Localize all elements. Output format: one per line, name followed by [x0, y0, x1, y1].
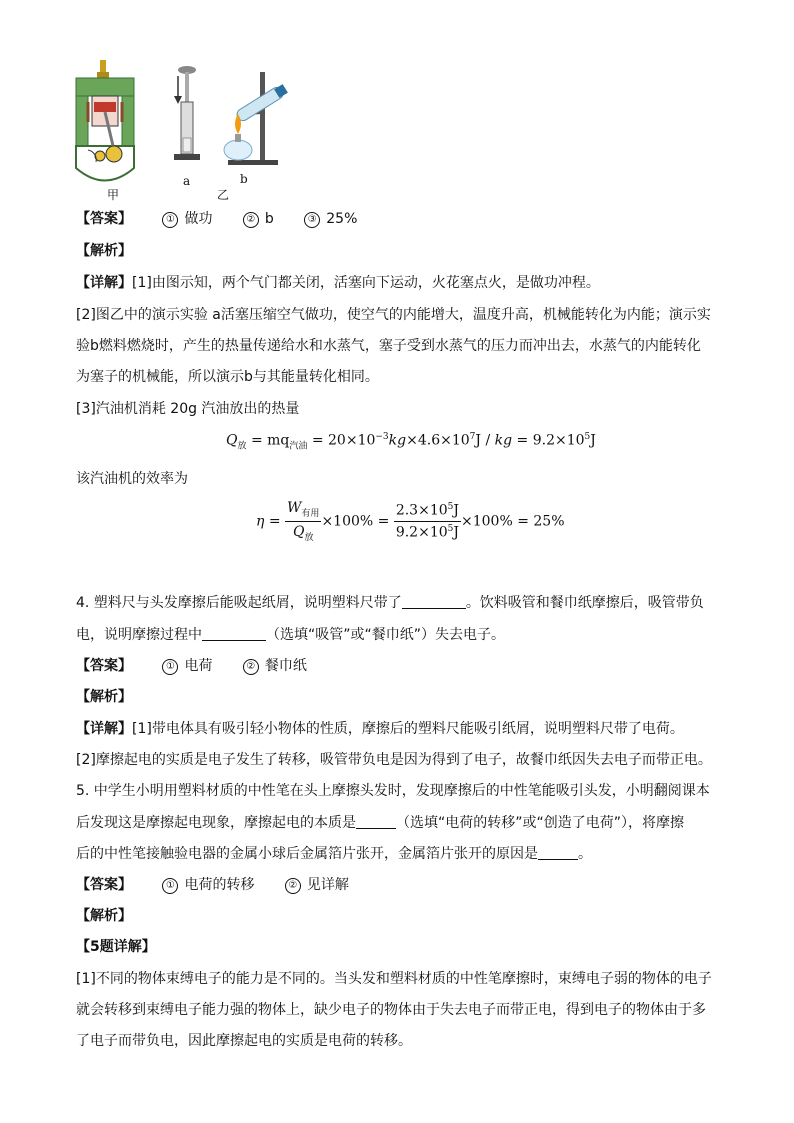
- q4-analysis-tag: 【解析】: [76, 689, 132, 705]
- q5-answer-2: 见详解: [306, 877, 349, 893]
- answer-tag: 【答案】: [76, 658, 132, 674]
- marker-1: ①: [162, 212, 178, 228]
- q4-question-line-2: 电，说明摩擦过程中 （选填“吸管”或“餐巾纸”）失去电子。: [76, 627, 506, 643]
- q3-detail-1: [76, 274, 600, 292]
- air-compression-apparatus: [174, 66, 200, 160]
- q5-question-line-3: 后的中性笔接触验电器的金属小球后金属箔片张开，金属箔片张开的原因是 。: [76, 846, 592, 862]
- q3-answer-2: b: [264, 211, 274, 227]
- q5-detail-3: 了电子而带负电，因此摩擦起电的实质是电荷的转移。: [76, 1033, 412, 1049]
- marker-2: ②: [285, 878, 301, 894]
- figure-label-jia: 甲: [107, 188, 120, 202]
- q4-detail-2: [2]摩擦起电的实质是电子发生了转移，吸管带负电是因为得到了电子，故餐巾纸因失去电子而带正电。: [76, 752, 712, 768]
- engine-diagram: [76, 60, 134, 181]
- q3-detail-3: [3]汽油机消耗 20g 汽油放出的热量: [76, 401, 300, 417]
- detail-text: [1]带电体具有吸引轻小物体的性质，摩擦后的塑料尺能吸引纸屑，说明塑料尺带了电荷。: [132, 721, 684, 737]
- detail-tag: 【详解】: [76, 275, 132, 291]
- q5-question-line-2: 后发现这是摩擦起电现象，摩擦起电的本质是 （选填“电荷的转移”或“创造了电荷”），将摩擦: [76, 815, 685, 831]
- q5-answer-row: [76, 876, 349, 894]
- q3-detail-2a: [2]图乙中的演示实验 a活塞压缩空气做功，使空气的内能增大，温度升高，机械能转化为内能；演示实: [76, 307, 711, 323]
- efficiency-equation: η = $\frac{W_{有用}}{Q_放}$ ×100% = $\frac{2.3\times 10^5J}{9.2\times 10^5J}$ ×100% = 25%: [256, 500, 565, 543]
- q3-answer-1: 做功: [184, 211, 213, 227]
- answer-tag: 【答案】: [76, 211, 132, 227]
- q4-detail-1: [76, 720, 684, 738]
- q5-answer-1: 电荷的转移: [184, 877, 255, 893]
- heat-equation: $Q_放 = mq_{汽油} = 20\times 10^{-3}kg\times 4.6\times 10^7J$ / kg = $9.2\times 10^5J$: [226, 432, 596, 452]
- q5-detail-2: 就会转移到束缚电子能力强的物体上，缺少电子的物体由于失去电子而带正电，得到电子的物体由于多: [76, 1002, 706, 1018]
- q4-answer-2: 餐巾纸: [264, 658, 307, 674]
- q4-question-line-1: 4. 塑料尺与头发摩擦后能吸起纸屑，说明塑料尺带了 。饮料吸管和餐巾纸摩擦后，吸管带负: [76, 595, 704, 611]
- q3-answer-row: [76, 210, 357, 228]
- figure-label-yi: 乙: [217, 188, 230, 202]
- figure-label-b: b: [240, 172, 248, 186]
- q4-blank-1: [402, 608, 466, 609]
- marker-3: ③: [304, 212, 320, 228]
- q3-detail-2c: 为塞子的机械能，所以演示b与其能量转化相同。: [76, 369, 379, 385]
- q5-blank-1: [356, 828, 396, 829]
- detail-tag: 【详解】: [76, 721, 132, 737]
- q3-efficiency-text: 该汽油机的效率为: [76, 471, 188, 487]
- marker-2: ②: [243, 659, 259, 675]
- q5-detail-1: [1]不同的物体束缚电子的能力是不同的。当头发和塑料材质的中性笔摩擦时，束缚电子弱的物体的电子: [76, 971, 712, 987]
- q5-blank-2: [538, 859, 578, 860]
- answer-tag: 【答案】: [76, 877, 132, 893]
- q4-blank-2: [202, 640, 266, 641]
- q4-answer-row: [76, 657, 307, 675]
- figure-label-a: a: [183, 174, 191, 188]
- marker-2: ②: [243, 212, 259, 228]
- q3-answer-3: 25%: [326, 211, 358, 227]
- q5-question-line-1: 5. 中学生小明用塑料材质的中性笔在头上摩擦头发时，发现摩擦后的中性笔能吸引头发，小明翻阅课本: [76, 783, 710, 799]
- q5-detail-heading: 【5题详解】: [76, 939, 156, 955]
- marker-1: ①: [162, 878, 178, 894]
- steam-test-tube-apparatus: [224, 72, 288, 165]
- q4-answer-1: 电荷: [184, 658, 213, 674]
- marker-1: ①: [162, 659, 178, 675]
- q3-analysis-tag: 【解析】: [76, 243, 132, 259]
- q3-detail-2b: 验b燃料燃烧时，产生的热量传递给水和水蒸气，塞子受到水蒸气的压力而冲出去，水蒸气的内能转化: [76, 338, 701, 354]
- q5-analysis-tag: 【解析】: [76, 908, 132, 924]
- detail-text: [1]由图示知，两个气门都关闭，活塞向下运动，火花塞点火，是做功冲程。: [132, 275, 600, 291]
